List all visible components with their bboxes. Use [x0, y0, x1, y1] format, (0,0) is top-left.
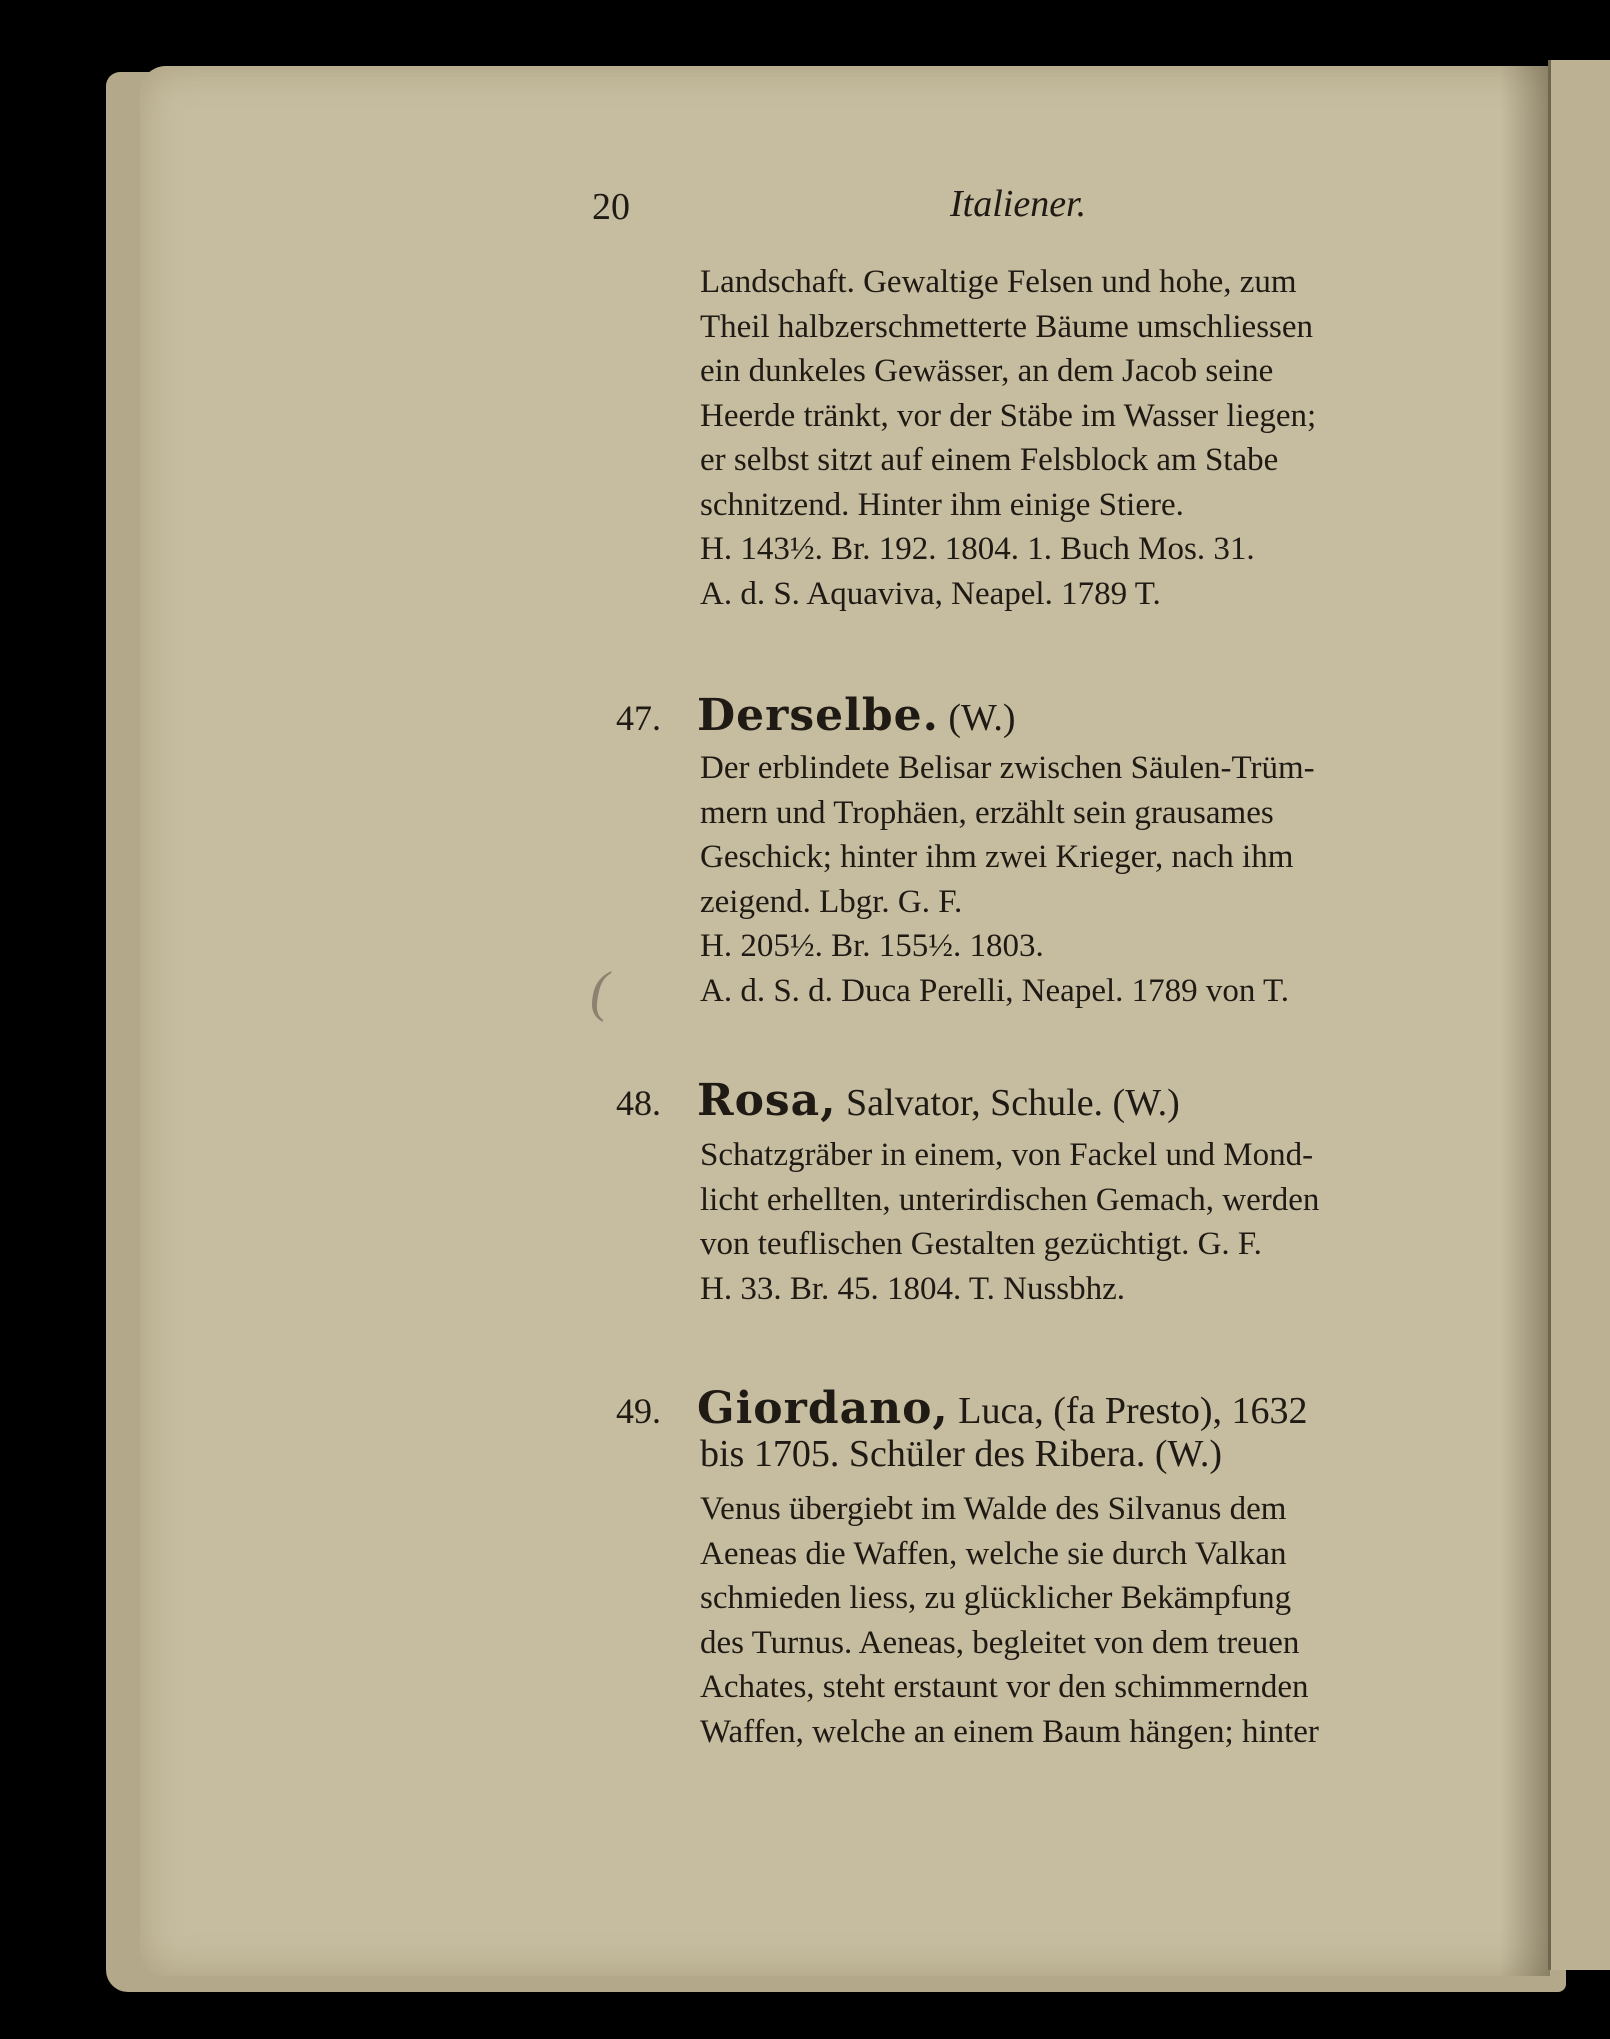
artist-name: Derselbe.: [697, 690, 939, 741]
text-line: von teuflischen Gestalten gezüchtigt. G. F.: [700, 1226, 1262, 1262]
entry-49-heading-continued: bis 1705. Schüler des Ribera. (W.): [700, 1433, 1223, 1475]
entry-heading-rest: Luca, (fa Presto), 1632: [948, 1390, 1308, 1432]
entry-47-heading: [616, 690, 1016, 741]
text-line: Venus übergiebt im Walde des Silvanus dem: [700, 1491, 1287, 1527]
text-line: er selbst sitzt auf einem Felsblock am Stabe: [700, 442, 1279, 478]
text-line: ein dunkeles Gewässer, an dem Jacob seine: [700, 353, 1274, 389]
text-line: A. d. S. Aquaviva, Neapel. 1789 T.: [700, 575, 1161, 612]
text-line: Achates, steht erstaunt vor den schimmernden: [700, 1669, 1309, 1705]
entry-heading-rest: Salvator, Schule. (W.): [836, 1082, 1180, 1124]
facing-page-edge: [1548, 60, 1610, 1970]
text-line: Heerde tränkt, vor der Stäbe im Wasser liegen;: [700, 397, 1317, 434]
text-line: des Turnus. Aeneas, begleitet von dem treuen: [700, 1624, 1300, 1661]
entry-49-heading: [616, 1383, 1308, 1434]
text-line: Aeneas die Waffen, welche sie durch Valkan: [700, 1535, 1287, 1572]
entry-48-heading: [616, 1075, 1180, 1126]
entry-49-description: [700, 1487, 1319, 1754]
text-line: H. 143½. Br. 192. 1804. 1. Buch Mos. 31.: [700, 531, 1255, 567]
text-line: Der erblindete Belisar zwischen Säulen-Trüm-: [700, 750, 1315, 786]
gutter-shadow: [1500, 66, 1550, 1976]
text-line: schnitzend. Hinter ihm einige Stiere.: [700, 486, 1184, 523]
text-line: licht erhellten, unterirdischen Gemach, werden: [700, 1181, 1320, 1218]
entry-number: 47.: [616, 698, 661, 738]
artist-name: Giordano,: [697, 1383, 949, 1434]
page-number: 20: [592, 186, 630, 228]
entry-heading-rest: (W.): [938, 697, 1016, 739]
text-line: zeigend. Lbgr. G. F.: [700, 883, 963, 920]
text-line: H. 33. Br. 45. 1804. T. Nussbhz.: [700, 1270, 1126, 1307]
entry-47-description: [700, 746, 1315, 1013]
entry-number: 49.: [616, 1391, 661, 1431]
entry-48-description: [700, 1133, 1319, 1311]
text-line: Landschaft. Gewaltige Felsen und hohe, zum: [700, 264, 1297, 300]
text-line: schmieden liess, zu glücklicher Bekämpfung: [700, 1580, 1292, 1616]
artist-name: Rosa,: [697, 1075, 837, 1126]
running-title: Italiener.: [950, 183, 1087, 225]
entry-continuation: [700, 260, 1316, 616]
text-line: Geschick; hinter ihm zwei Krieger, nach ihm: [700, 839, 1294, 875]
pencil-margin-mark: (: [590, 961, 609, 1023]
text-line: mern und Trophäen, erzählt sein grausames: [700, 794, 1274, 831]
text-line: Waffen, welche an einem Baum hängen; hinter: [700, 1713, 1319, 1750]
entry-number: 48.: [616, 1083, 661, 1123]
text-line: Theil halbzerschmetterte Bäume umschliessen: [700, 308, 1314, 345]
text-line: Schatzgräber in einem, von Fackel und Mond-: [700, 1137, 1314, 1173]
text-line: H. 205½. Br. 155½. 1803.: [700, 928, 1044, 964]
text-line: A. d. S. d. Duca Perelli, Neapel. 1789 von T.: [700, 972, 1290, 1009]
